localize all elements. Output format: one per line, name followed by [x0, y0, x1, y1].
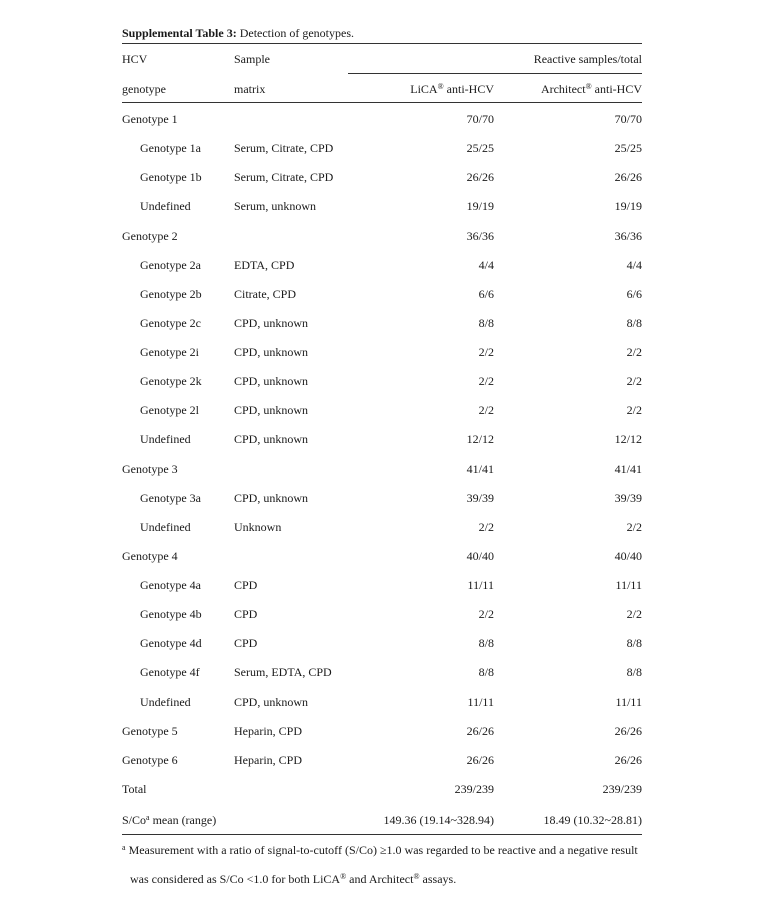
footnote-line-2 [130, 872, 456, 886]
row-genotype: Genotype 1 [122, 112, 178, 126]
row-matrix: Serum, Citrate, CPD [234, 170, 334, 184]
row-genotype: Genotype 2c [140, 316, 201, 330]
row-genotype: Genotype 4f [140, 665, 200, 679]
row-architect-value: 8/8 [626, 636, 642, 650]
row-architect-value: 19/19 [614, 199, 642, 213]
row-genotype: Undefined [140, 695, 191, 709]
row-lica-value: 12/12 [466, 432, 494, 446]
row-architect-value: 8/8 [626, 316, 642, 330]
row-matrix: CPD [234, 636, 258, 650]
mean-row-lica: 149.36 (19.14~328.94) [383, 813, 494, 827]
row-matrix: CPD, unknown [234, 491, 309, 505]
row-genotype: Genotype 4b [140, 607, 202, 621]
bottom-rule [122, 834, 642, 835]
top-rule [122, 43, 642, 44]
row-lica-value: 2/2 [478, 607, 494, 621]
row-lica-value: 26/26 [466, 170, 494, 184]
row-lica-value: 239/239 [454, 782, 494, 796]
header-architect-suffix: anti-HCV [591, 82, 642, 96]
row-lica-value: 2/2 [478, 403, 494, 417]
row-architect-value: 26/26 [614, 724, 642, 738]
row-lica-value: 4/4 [478, 258, 494, 272]
row-genotype: Undefined [140, 432, 191, 446]
table-caption-label: Supplemental Table 3: [122, 26, 237, 40]
row-genotype: Genotype 4d [140, 636, 202, 650]
row-architect-value: 26/26 [614, 170, 642, 184]
row-matrix: Heparin, CPD [234, 753, 302, 767]
header-architect [541, 82, 642, 96]
row-lica-value: 2/2 [478, 374, 494, 388]
row-architect-value: 40/40 [614, 549, 642, 563]
footnote-line-2-b: and Architect [346, 872, 414, 886]
header-architect-sup: ® [585, 82, 592, 91]
row-matrix: CPD, unknown [234, 695, 309, 709]
row-architect-value: 2/2 [626, 345, 642, 359]
header-lica-sup: ® [437, 82, 444, 91]
row-lica-value: 26/26 [466, 724, 494, 738]
row-architect-value: 6/6 [626, 287, 642, 301]
row-architect-value: 70/70 [614, 112, 642, 126]
header-rule [122, 102, 642, 103]
mean-row-label-sup: a [146, 813, 150, 822]
row-lica-value: 40/40 [466, 549, 494, 563]
header-lica-suffix: anti-HCV [443, 82, 494, 96]
row-architect-value: 11/11 [615, 695, 642, 709]
table-caption [122, 26, 354, 40]
footnote-line-1 [122, 843, 638, 857]
row-genotype: Genotype 4a [140, 578, 201, 592]
row-matrix: CPD, unknown [234, 432, 309, 446]
mean-row-label-suffix: mean (range) [149, 813, 217, 827]
row-lica-value: 2/2 [478, 520, 494, 534]
row-matrix: CPD, unknown [234, 345, 309, 359]
footnote-sup: a [122, 843, 126, 852]
table-caption-text: Detection of genotypes. [236, 26, 355, 40]
row-lica-value: 19/19 [466, 199, 494, 213]
header-architect-name: Architect [540, 82, 586, 96]
row-architect-value: 36/36 [614, 229, 642, 243]
header-matrix: matrix [234, 82, 266, 96]
header-sample: Sample [234, 52, 270, 66]
row-genotype: Undefined [140, 520, 191, 534]
row-lica-value: 8/8 [478, 316, 494, 330]
row-lica-value: 25/25 [466, 141, 494, 155]
row-matrix: CPD, unknown [234, 374, 309, 388]
mean-row-label [122, 813, 216, 827]
row-architect-value: 2/2 [626, 374, 642, 388]
footnote-line-2-sup2: ® [413, 872, 420, 881]
row-genotype: Genotype 3 [122, 462, 178, 476]
row-matrix: Citrate, CPD [234, 287, 296, 301]
mean-row-architect: 18.49 (10.32~28.81) [543, 813, 642, 827]
row-matrix: Serum, Citrate, CPD [234, 141, 334, 155]
row-lica-value: 8/8 [478, 636, 494, 650]
row-genotype: Genotype 2b [140, 287, 202, 301]
row-architect-value: 11/11 [615, 578, 642, 592]
row-architect-value: 25/25 [614, 141, 642, 155]
row-architect-value: 8/8 [626, 665, 642, 679]
footnote-line-2-a: was considered as S/Co <1.0 for both LiCA [130, 872, 341, 886]
row-genotype: Total [122, 782, 147, 796]
row-matrix: Serum, unknown [234, 199, 316, 213]
row-lica-value: 41/41 [466, 462, 494, 476]
row-matrix: CPD, unknown [234, 316, 309, 330]
row-matrix: CPD [234, 607, 258, 621]
row-lica-value: 11/11 [467, 695, 494, 709]
footnote-line-2-sup1: ® [340, 872, 347, 881]
mean-row-label-text: S/Co [122, 813, 147, 827]
row-lica-value: 26/26 [466, 753, 494, 767]
row-genotype: Genotype 1a [140, 141, 201, 155]
header-lica [410, 82, 494, 96]
row-lica-value: 11/11 [467, 578, 494, 592]
row-architect-value: 39/39 [614, 491, 642, 505]
header-genotype: genotype [122, 82, 166, 96]
header-lica-name: LiCA [410, 82, 438, 96]
row-architect-value: 2/2 [626, 403, 642, 417]
row-matrix: CPD, unknown [234, 403, 309, 417]
row-lica-value: 6/6 [478, 287, 494, 301]
row-lica-value: 36/36 [466, 229, 494, 243]
footnote-line-1-text: Measurement with a ratio of signal-to-cutoff (S/Co) ≥1.0 was regarded to be reactive and a negative result [125, 843, 638, 857]
row-lica-value: 2/2 [478, 345, 494, 359]
row-architect-value: 4/4 [626, 258, 642, 272]
row-genotype: Genotype 5 [122, 724, 178, 738]
row-architect-value: 2/2 [626, 520, 642, 534]
header-hcv: HCV [122, 52, 148, 66]
row-matrix: Unknown [234, 520, 282, 534]
row-genotype: Genotype 1b [140, 170, 202, 184]
group-rule [348, 73, 642, 74]
row-architect-value: 41/41 [614, 462, 642, 476]
header-reactive-group: Reactive samples/total [533, 52, 642, 66]
row-architect-value: 26/26 [614, 753, 642, 767]
row-matrix: Heparin, CPD [234, 724, 302, 738]
row-matrix: CPD [234, 578, 258, 592]
row-genotype: Genotype 6 [122, 753, 178, 767]
row-architect-value: 2/2 [626, 607, 642, 621]
row-lica-value: 70/70 [466, 112, 494, 126]
row-genotype: Undefined [140, 199, 191, 213]
row-matrix: Serum, EDTA, CPD [234, 665, 332, 679]
row-genotype: Genotype 4 [122, 549, 178, 563]
row-lica-value: 8/8 [478, 665, 494, 679]
row-genotype: Genotype 3a [140, 491, 201, 505]
row-matrix: EDTA, CPD [234, 258, 295, 272]
row-genotype: Genotype 2k [140, 374, 202, 388]
row-genotype: Genotype 2 [122, 229, 178, 243]
footnote-line-2-c: assays. [419, 872, 457, 886]
row-architect-value: 12/12 [614, 432, 642, 446]
row-genotype: Genotype 2l [140, 403, 199, 417]
row-lica-value: 39/39 [466, 491, 494, 505]
row-architect-value: 239/239 [602, 782, 642, 796]
row-genotype: Genotype 2i [140, 345, 199, 359]
row-genotype: Genotype 2a [140, 258, 201, 272]
